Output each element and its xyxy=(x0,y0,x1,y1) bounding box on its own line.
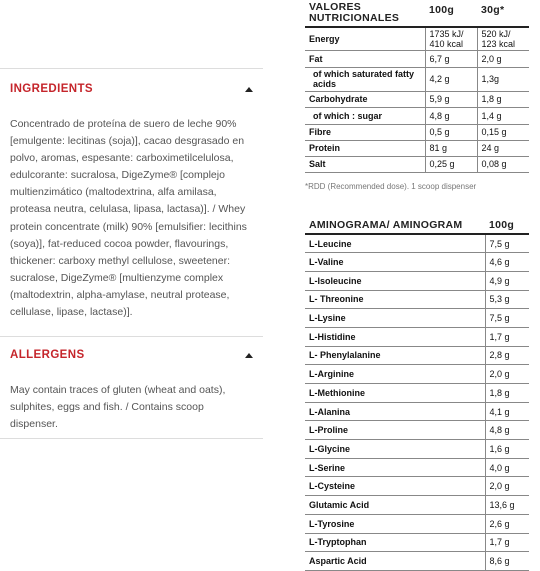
amino-acid-value: 1,7 g xyxy=(485,533,529,552)
allergens-title: ALLERGENS xyxy=(10,349,85,361)
aminogram-row xyxy=(305,253,529,272)
amino-acid-value: 7,5 g xyxy=(485,309,529,328)
nutrient-name: of which saturated fatty acids xyxy=(305,67,425,91)
aminogram-header-row xyxy=(305,219,529,234)
aminogram-row xyxy=(305,346,529,365)
nutrient-value-30g: 1,3g xyxy=(477,67,529,91)
aminogram-row xyxy=(305,309,529,328)
aminogram-row xyxy=(305,365,529,384)
aminogram-row xyxy=(305,234,529,253)
nutrient-value-30g: 0,08 g xyxy=(477,156,529,172)
aminogram-row xyxy=(305,440,529,459)
aminogram-body xyxy=(305,234,529,570)
amino-acid-value: 4,1 g xyxy=(485,402,529,421)
amino-acid-value: 1,8 g xyxy=(485,384,529,403)
nutrient-value-100g: 5,9 g xyxy=(425,91,477,107)
amino-acid-value: 2,0 g xyxy=(485,477,529,496)
amino-acid-name: L-Tryptophan xyxy=(305,533,485,552)
aminogram-row xyxy=(305,514,529,533)
nutrition-row xyxy=(305,50,529,67)
aminogram-table xyxy=(305,219,529,571)
nutrition-header-row xyxy=(305,0,529,27)
amino-acid-name: L-Valine xyxy=(305,253,485,272)
amino-acid-name: L-Histidine xyxy=(305,327,485,346)
nutrition-row xyxy=(305,107,529,124)
nutrient-name: Salt xyxy=(305,156,425,172)
amino-acid-name: L-Alanina xyxy=(305,402,485,421)
caret-up-icon xyxy=(245,353,253,358)
aminogram-row xyxy=(305,533,529,552)
caret-up-icon xyxy=(245,87,253,92)
nutrition-panel xyxy=(305,0,529,173)
nutrient-name: Energy xyxy=(305,27,425,50)
aminogram-row xyxy=(305,496,529,515)
amino-acid-name: L- Threonine xyxy=(305,290,485,309)
nutrient-value-100g: 81 g xyxy=(425,140,477,156)
divider xyxy=(0,438,263,439)
ingredients-text: Concentrado de proteína de suero de leche 90% [emulgente: lecitinas (soja)], cacao desgrasado en polvo, aromas, espesante: carboximetilcelulosa, edulcorante: sucralosa, DigeZyme® [complejo multienzimático (maltodextrina, alfa amilasa, proteasa neutra, celulasa, lipasa, lactasa)]. / Whey protein concentrate (milk) 90% [emulsifier: lecithins (soya)], fat-reduced cocoa powder, flavourings, thickener: carboxy methyl cellulose, sweetener: sucralose, DigeZyme® [multienzyme complex (maltodextrin, alpha-amylase, neutral protease, cellulase, lipase, lactase)]. xyxy=(10,118,247,319)
nutrient-name: Carbohydrate xyxy=(305,91,425,107)
nutrition-row xyxy=(305,156,529,172)
nutrient-value-100g: 0,25 g xyxy=(425,156,477,172)
nutrition-table xyxy=(305,0,529,173)
nutrient-value-30g: 24 g xyxy=(477,140,529,156)
amino-acid-value: 5,3 g xyxy=(485,290,529,309)
allergens-toggle[interactable] xyxy=(10,348,253,362)
nutrient-name: Protein xyxy=(305,140,425,156)
ingredients-title: INGREDIENTS xyxy=(10,83,93,95)
amino-acid-value: 4,9 g xyxy=(485,271,529,290)
amino-acid-value: 2,8 g xyxy=(485,346,529,365)
aminogram-row xyxy=(305,402,529,421)
aminogram-row xyxy=(305,458,529,477)
nutrition-row xyxy=(305,27,529,50)
amino-acid-value: 4,8 g xyxy=(485,421,529,440)
amino-acid-value: 2,6 g xyxy=(485,514,529,533)
aminogram-row xyxy=(305,421,529,440)
nutrition-row xyxy=(305,91,529,107)
nutrition-row xyxy=(305,67,529,91)
aminogram-header-col: 100g xyxy=(485,219,529,234)
nutrient-value-30g: 1,4 g xyxy=(477,107,529,124)
amino-acid-name: L-Lysine xyxy=(305,309,485,328)
aminogram-row xyxy=(305,384,529,403)
nutrition-footnote: *RDD (Recommended dose). 1 scoop dispenser xyxy=(305,182,477,191)
nutrient-name: Fat xyxy=(305,50,425,67)
nutrition-header-col2: 30g* xyxy=(477,0,529,27)
divider xyxy=(0,336,263,337)
nutrient-value-30g: 1,8 g xyxy=(477,91,529,107)
amino-acid-value: 13,6 g xyxy=(485,496,529,515)
amino-acid-value: 8,6 g xyxy=(485,552,529,571)
aminogram-row xyxy=(305,477,529,496)
nutrition-row xyxy=(305,140,529,156)
nutrient-name: of which : sugar xyxy=(305,107,425,124)
amino-acid-name: L-Leucine xyxy=(305,234,485,253)
amino-acid-name: L-Methionine xyxy=(305,384,485,403)
amino-acid-name: L-Proline xyxy=(305,421,485,440)
nutrition-header-label: VALORES NUTRICIONALES xyxy=(305,0,425,27)
nutrient-value-100g: 1735 kJ/ 410 kcal xyxy=(425,27,477,50)
amino-acid-name: L-Cysteine xyxy=(305,477,485,496)
divider xyxy=(0,68,263,69)
aminogram-row xyxy=(305,327,529,346)
amino-acid-value: 7,5 g xyxy=(485,234,529,253)
aminogram-row xyxy=(305,290,529,309)
left-panel xyxy=(0,0,263,513)
nutrition-row xyxy=(305,124,529,140)
nutrient-value-100g: 6,7 g xyxy=(425,50,477,67)
nutrient-value-30g: 2,0 g xyxy=(477,50,529,67)
nutrient-value-100g: 4,2 g xyxy=(425,67,477,91)
nutrient-value-30g: 520 kJ/ 123 kcal xyxy=(477,27,529,50)
amino-acid-value: 4,6 g xyxy=(485,253,529,272)
amino-acid-name: L-Isoleucine xyxy=(305,271,485,290)
amino-acid-value: 4,0 g xyxy=(485,458,529,477)
amino-acid-name: L- Phenylalanine xyxy=(305,346,485,365)
nutrient-value-100g: 0,5 g xyxy=(425,124,477,140)
nutrition-header-col1: 100g xyxy=(425,0,477,27)
amino-acid-value: 1,7 g xyxy=(485,327,529,346)
amino-acid-value: 2,0 g xyxy=(485,365,529,384)
nutrient-value-30g: 0,15 g xyxy=(477,124,529,140)
aminogram-header-label: AMINOGRAMA/ AMINOGRAM xyxy=(305,219,485,234)
nutrient-name: Fibre xyxy=(305,124,425,140)
amino-acid-name: L-Tyrosine xyxy=(305,514,485,533)
amino-acid-name: L-Arginine xyxy=(305,365,485,384)
aminogram-row xyxy=(305,552,529,571)
amino-acid-name: Glutamic Acid xyxy=(305,496,485,515)
amino-acid-name: L-Glycine xyxy=(305,440,485,459)
amino-acid-name: Aspartic Acid xyxy=(305,552,485,571)
amino-acid-name: L-Serine xyxy=(305,458,485,477)
aminogram-row xyxy=(305,271,529,290)
ingredients-toggle[interactable] xyxy=(10,82,253,96)
allergens-text: May contain traces of gluten (wheat and oats), sulphites, eggs and fish. / Contains scoop dispenser. xyxy=(10,384,226,431)
amino-acid-value: 1,6 g xyxy=(485,440,529,459)
nutrient-value-100g: 4,8 g xyxy=(425,107,477,124)
